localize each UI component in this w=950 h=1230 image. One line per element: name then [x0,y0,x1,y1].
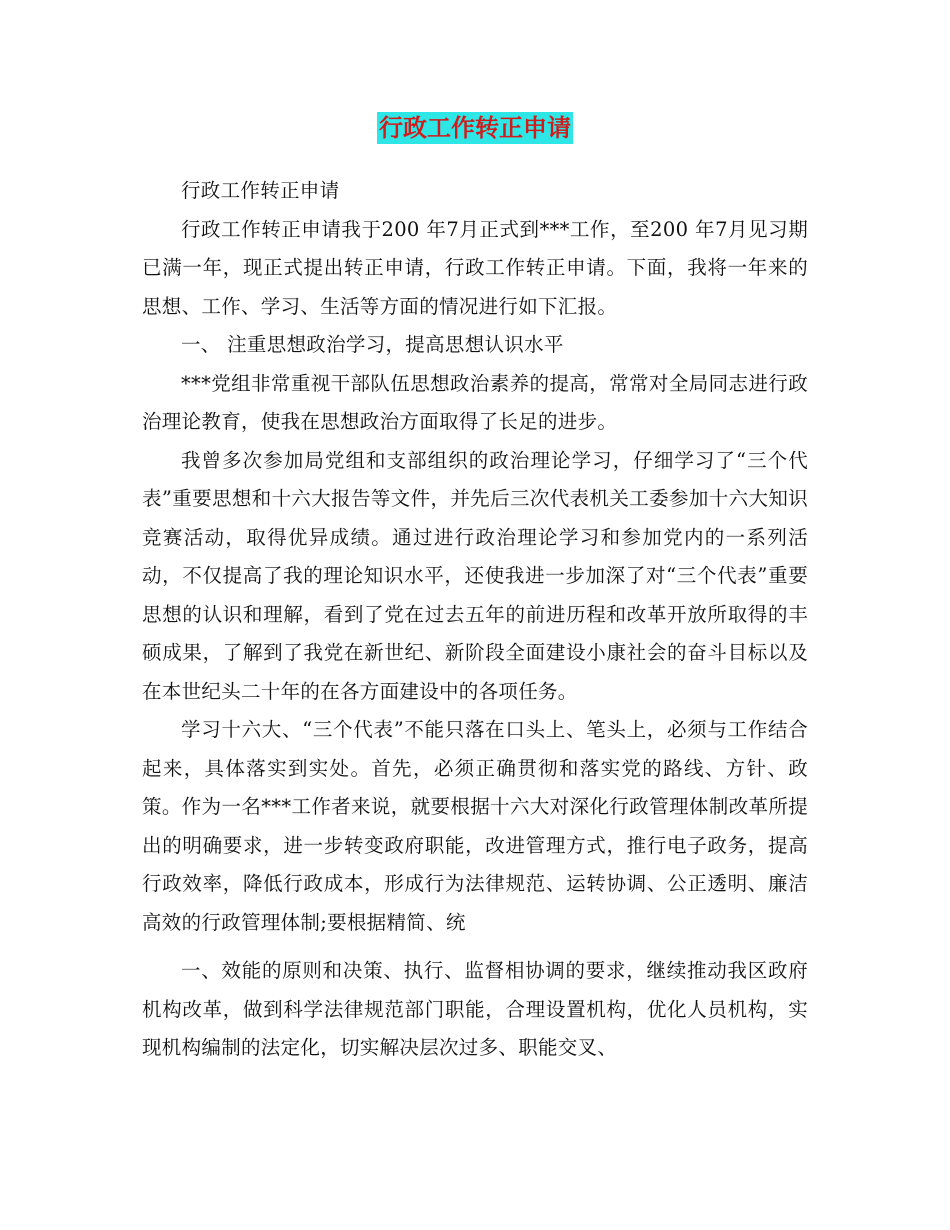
paragraph: 学习十六大、“三个代表”不能只落在口头上、笔头上，必须与工作结合起来，具体落实到实处。首先，必须正确贯彻和落实党的路线、方针、政策。作为一名***工作者来说，就要根据十六大对深化行政管理体制改革所提出的明确要求，进一步转变政府职能，改进管理方式，推行电子政务，提高行政效率，降低行政成本，形成行为法律规范、运转协调、公正透明、廉洁高效的行政管理体制;要根据精简、统 [142,718,808,934]
paragraph-intro: 行政工作转正申请我于200 年7月正式到***工作，至200 年7月见习期已满一年，现正式提出转正申请，行政工作转正申请。下面，我将一年来的思想、工作、学习、生活等方面的情况进行如下汇报。 [142,217,808,318]
paragraph-gap [142,942,808,952]
document-page [142,112,808,1068]
document-title: 行政工作转正申请 [379,114,571,142]
paragraph: 一、效能的原则和决策、执行、监督相协调的要求，继续推动我区政府机构改革，做到科学法律规范部门职能，合理设置机构，优化人员机构，实现机构编制的法定化，切实解决层次过多、职能交叉、 [142,959,808,1059]
paragraph: ***党组非常重视干部队伍思想政治素养的提高，常常对全局同志进行政治理论教育，使我在思想政治方面取得了长足的进步。 [142,371,808,433]
paragraph: 我曾多次参加局党组和支部组织的政治理论学习，仔细学习了“三个代表”重要思想和十六大报告等文件，并先后三次代表机关工委参加十六大知识竞赛活动，取得优异成绩。通过进行政治理论学习和参加党内的一系列活动，不仅提高了我的理论知识水平，还使我进一步加深了对“三个代表”重要思想的认识和理解，看到了党在过去五年的前进历程和改革开放所取得的丰硕成果，了解到了我党在新世纪、新阶段全面建设小康社会的奋斗目标以及在本世纪头二十年的在各方面建设中的各项任务。 [142,448,808,703]
section-heading: 一、 注重思想政治学习，提高思想认识水平 [181,333,564,356]
paragraph-heading: 行政工作转正申请 [181,179,340,202]
title-wrap [142,112,808,144]
